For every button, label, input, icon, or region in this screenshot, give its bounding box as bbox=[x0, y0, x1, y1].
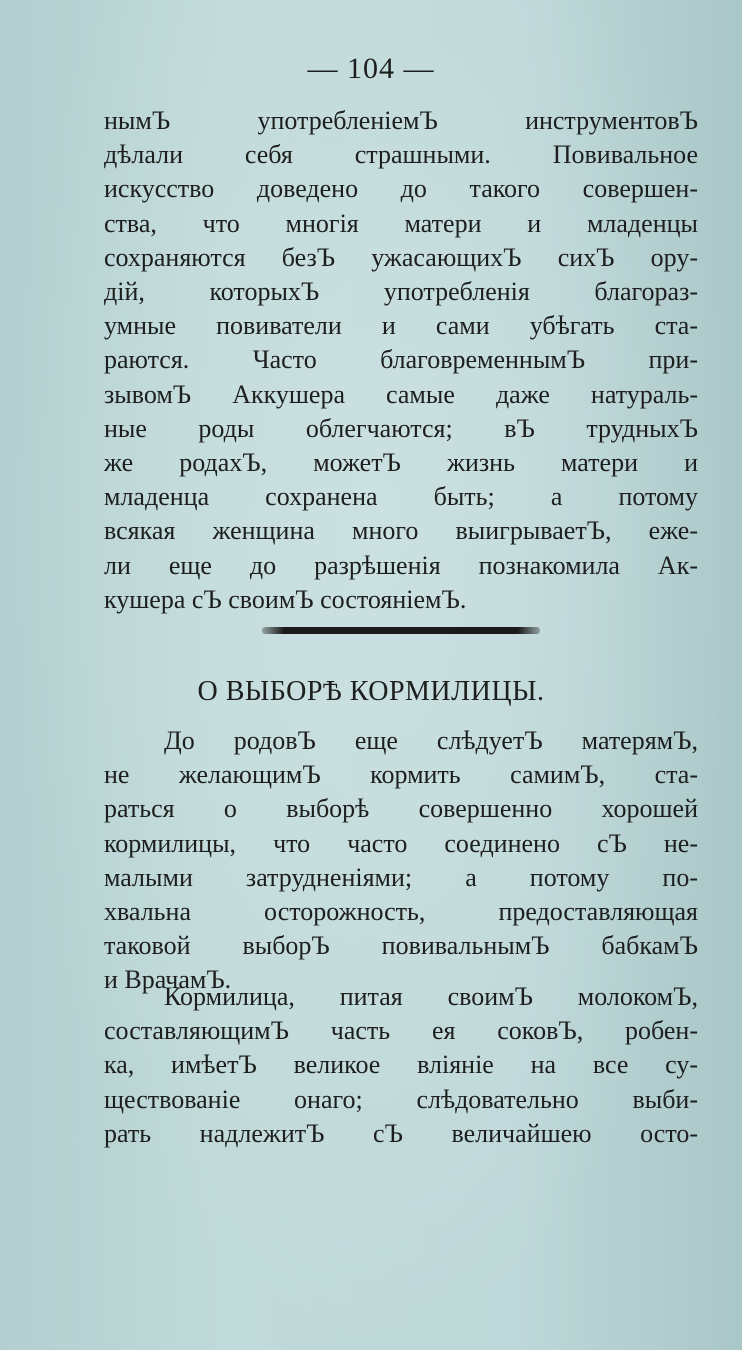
text-line: нымЪ употребленіемЪ инструментовЪ bbox=[104, 106, 698, 135]
paragraph-3 bbox=[104, 980, 698, 1151]
text-line: таковой выборЪ повивальнымЪ бабкамЪ bbox=[104, 931, 698, 961]
page-number: — 104 — bbox=[307, 52, 435, 85]
text-line: умные повиватели и сами убѣгать ста- bbox=[104, 311, 698, 341]
text-line: дѣлали себя страшными. Повивальное bbox=[104, 140, 698, 170]
text-line: кушера сЪ своимЪ состояніемЪ. bbox=[104, 584, 467, 614]
text-line: ные роды облегчаются; вЪ трудныхЪ bbox=[104, 413, 698, 443]
text-line: всякая женщина много выигрываетЪ, еже- bbox=[104, 516, 698, 546]
text-line: составляющимЪ часть ея соковЪ, робен- bbox=[104, 1016, 698, 1046]
text-line: ства, что многія матери и младенцы bbox=[104, 208, 698, 238]
text-line: не желающимЪ кормить самимЪ, ста- bbox=[104, 760, 698, 790]
text-line: ществованіе онаго; слѣдовательно выби- bbox=[104, 1084, 698, 1114]
text-line: ка, имѣетЪ великое вліяніе на все су- bbox=[104, 1050, 698, 1080]
paragraph-2 bbox=[104, 724, 698, 998]
text-line: зывомЪ Аккушера самые даже натураль- bbox=[104, 379, 698, 409]
text-line: младенца сохранена быть; а потому bbox=[104, 482, 698, 512]
text-line: кормилицы, что часто соединено сЪ не- bbox=[104, 828, 698, 858]
section-heading: О ВЫБОРѢ КОРМИЛИЦЫ. bbox=[197, 676, 545, 707]
text-line: Кормилица, питая своимЪ молокомЪ, bbox=[164, 982, 698, 1011]
text-line: искусство доведено до такого совершен- bbox=[104, 174, 698, 204]
text-line: хвальна осторожность, предоставляющая bbox=[104, 897, 698, 927]
text-line: ли еще до разрѣшенія познакомила Ак- bbox=[104, 550, 698, 580]
text-line: раются. Часто благовременнымЪ при- bbox=[104, 345, 698, 375]
text-line: и ВрачамЪ. bbox=[104, 965, 232, 995]
section-divider bbox=[262, 627, 540, 634]
text-line: сохраняются безЪ ужасающихЪ сихЪ ору- bbox=[104, 242, 698, 272]
paragraph-1 bbox=[104, 104, 698, 617]
text-line: До родовЪ еще слѣдуетЪ матерямЪ, bbox=[164, 726, 698, 755]
text-line: дій, которыхЪ употребленія благораз- bbox=[104, 277, 698, 307]
text-line: рать надлежитЪ сЪ величайшею осто- bbox=[104, 1118, 698, 1148]
text-line: малыми затрудненіями; а потому по- bbox=[104, 862, 698, 892]
text-line: же родахЪ, можетЪ жизнь матери и bbox=[104, 448, 698, 478]
text-line: раться о выборѣ совершенно хорошей bbox=[104, 794, 698, 824]
